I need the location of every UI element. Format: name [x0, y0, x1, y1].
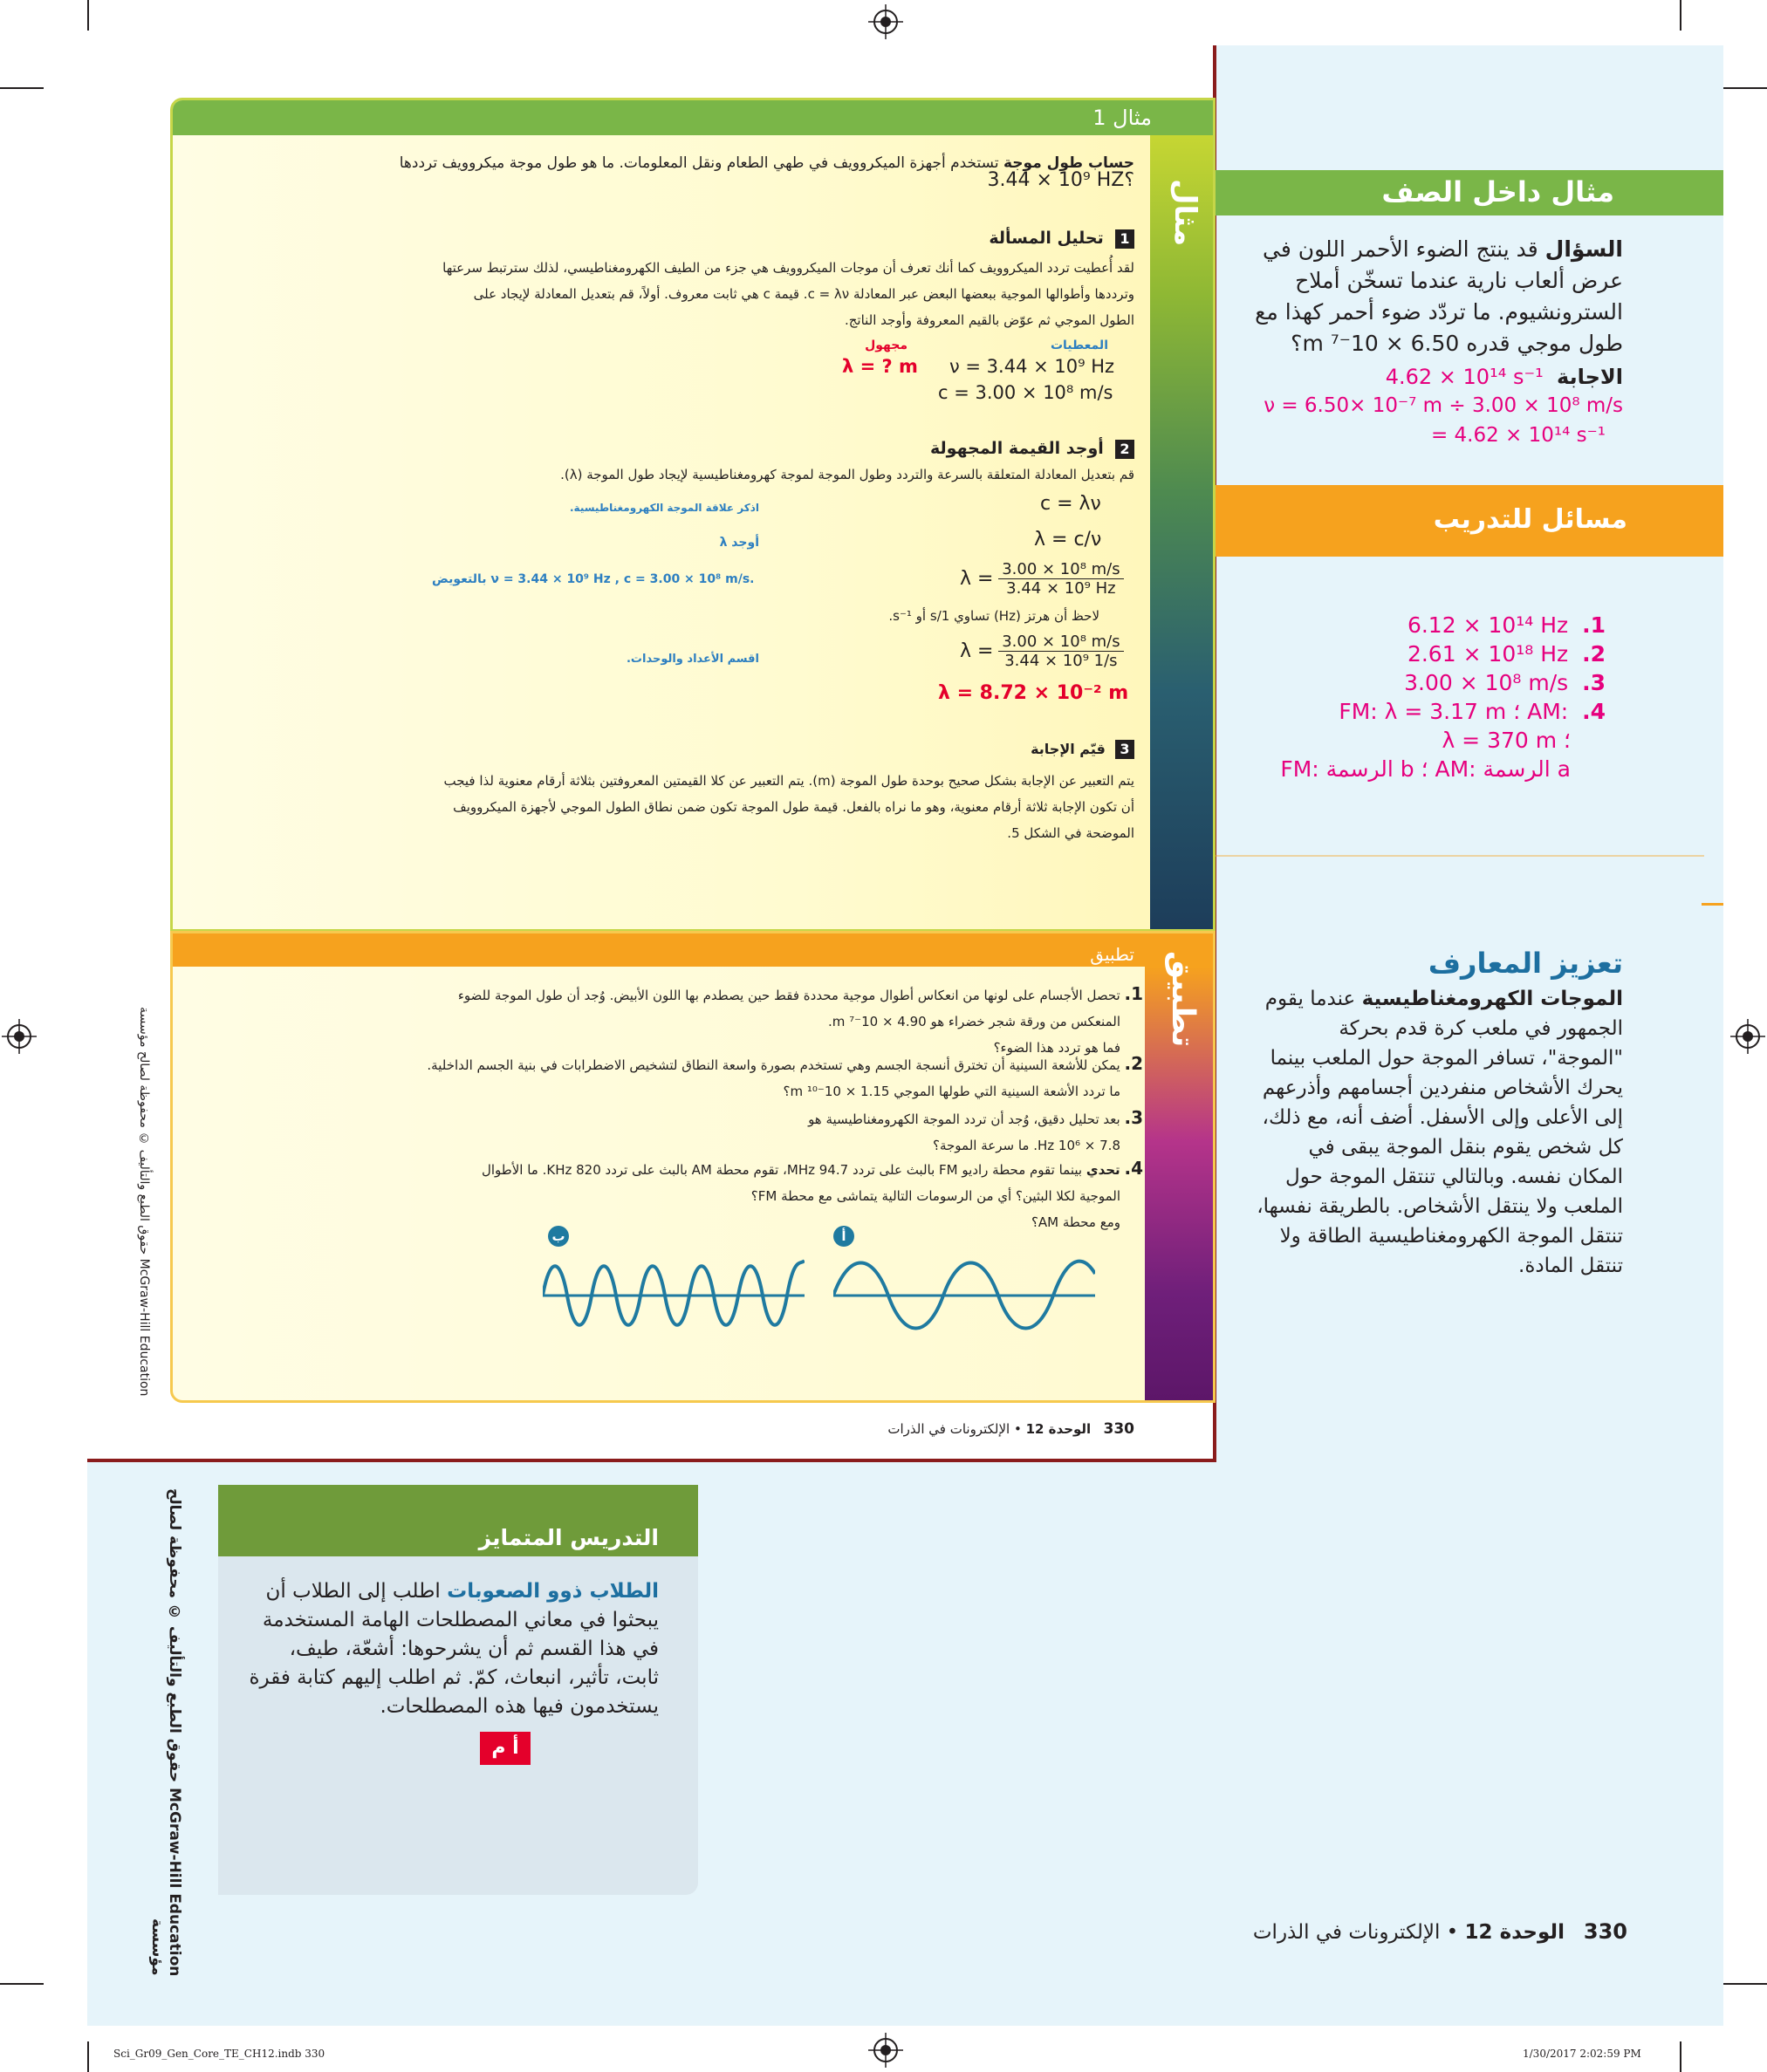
class-example-answer — [1239, 365, 1623, 389]
differentiated-bold: الطلاب ذوو الصعوبات — [447, 1580, 659, 1603]
intro-value: 3.44 × 10⁹ HZ؟ — [987, 169, 1134, 191]
known-1: ν = 3.44 × 10⁹ Hz — [949, 356, 1115, 377]
step1-number: 1 — [1115, 229, 1134, 249]
practice-answers-header — [1216, 485, 1723, 557]
registration-mark-icon — [868, 2033, 903, 2068]
eq3-lhs: λ = — [960, 568, 994, 590]
wave-b-badge: ب — [548, 1226, 569, 1247]
equation-2: λ = c/ν — [1034, 529, 1102, 550]
wave-b-graphic — [543, 1248, 805, 1344]
outer-publisher: McGraw-Hill Education — [166, 1787, 183, 1976]
unknown-label: مجهول — [865, 338, 907, 352]
inner-publisher: McGraw-Hill Education — [137, 1258, 151, 1396]
example-side-label: مثال — [1168, 179, 1202, 247]
practice-side-label: تطبيق — [1165, 951, 1201, 1048]
level-badge: أ م — [480, 1732, 531, 1765]
inner-page-number: 330 — [1103, 1420, 1134, 1438]
outer-footer: 330 الوحدة 12 • الإلكترونات في الذرات — [1252, 1919, 1627, 1944]
eq4-denominator: 3.44 × 10⁹ 1/s — [1004, 652, 1118, 670]
equation-2-note: أوجد λ — [719, 536, 759, 550]
reinforce-body — [1257, 984, 1623, 1281]
wave-a-graphic — [833, 1248, 1095, 1344]
eq3-fraction — [998, 560, 1123, 598]
reinforce-title: تعزيز المعارف — [1428, 947, 1623, 980]
crop-mark — [87, 0, 89, 31]
crop-mark — [1723, 1983, 1767, 1985]
step3-heading — [785, 740, 1134, 759]
equation-3-note: بالتعويض ν = 3.44 × 10⁹ Hz , c = 3.00 × 10⁸ m/s. — [432, 572, 755, 586]
outer-copyright-text: حقوق الطبع والتأليف © محفوظة لصالح مؤسسة — [148, 1487, 183, 1976]
timestamp: 1/30/2017 2:02:59 PM — [1523, 2048, 1641, 2060]
eq4-numerator: 3.00 × 10⁸ m/s — [998, 633, 1123, 652]
step1-line: الطول الموجي ثم عوّض بالقيم المعروفة وأوجد الناتج. — [844, 312, 1134, 328]
hz-note: لاحظ أن هرتز (Hz) تساوي 1/s أو s⁻¹. — [888, 608, 1099, 624]
equation-1-note: اذكر علاقة الموجة الكهرومغناطيسية. — [569, 502, 759, 514]
practice-answer-item — [1257, 639, 1606, 668]
practice-q3 — [375, 1104, 1143, 1159]
answer-text: 2.61 × 10¹⁸ Hz — [1407, 641, 1569, 667]
reinforce-bold: الموجات الكهرومغناطيسية — [1361, 988, 1623, 1010]
q2-number: 2. — [1124, 1053, 1143, 1074]
divider — [1702, 903, 1723, 906]
differentiated-text: اطلب إلى الطلاب أن يبحثوا في معاني المصطلحات الهامة المستخدمة في هذا القسم ثم أن يشرحوها: أشعّة، طيف، ثابت، تأثير، انبعاث، كمّ. ثم اطلب إليهم كتابة فقرة يستخدمون فيها هذه المصطلحات. — [249, 1580, 659, 1718]
answer-line-2: = 4.62 × 10¹⁴ s⁻¹ — [1430, 424, 1606, 447]
example-header-bar — [173, 100, 1213, 135]
practice-header-bar — [173, 933, 1213, 967]
q1-number: 1. — [1124, 983, 1143, 1004]
answer-num: .2 — [1582, 641, 1606, 667]
equation-4 — [960, 633, 1152, 670]
step1-heading — [785, 229, 1134, 249]
divider — [1216, 855, 1704, 857]
q4-text: الموجية لكلا البثين؟ أي من الرسومات التالية يتماشى مع محطة FM؟ — [750, 1188, 1120, 1204]
step2-heading — [785, 439, 1134, 459]
unknown-1: λ = ? m — [842, 356, 918, 377]
eq3-denominator: 3.44 × 10⁹ Hz — [1006, 579, 1116, 598]
answer-text: FM: الرسمة b ؛ AM: الرسمة a — [1280, 756, 1571, 782]
practice-q4 — [375, 1155, 1143, 1235]
outer-page-number: 330 — [1583, 1919, 1627, 1944]
answer-text: 3.00 × 10⁸ m/s — [1404, 670, 1569, 695]
practice-q2 — [375, 1050, 1143, 1104]
inner-copyright — [137, 977, 151, 1396]
question-label: السؤال — [1544, 236, 1623, 262]
intro-bold: حساب طول موجة — [1003, 154, 1134, 172]
answer-value: 4.62 × 10¹⁴ s⁻¹ — [1385, 365, 1544, 389]
practice-answer-item — [1257, 668, 1606, 697]
inner-unit-title: الإلكترونات في الذرات — [887, 1421, 1010, 1437]
step3-line: الموضحة في الشكل 5. — [1007, 825, 1134, 841]
practice-answer-item — [1257, 755, 1571, 783]
practice-answers-title: مسائل للتدريب — [1433, 504, 1627, 535]
inner-footer: 330 الوحدة 12 • الإلكترونات في الذرات — [887, 1420, 1134, 1438]
registration-mark-icon — [868, 4, 903, 39]
example-header: مثال 1 — [1092, 106, 1152, 130]
differentiated-header — [218, 1485, 698, 1556]
step1-text — [262, 255, 1134, 333]
q3-number: 3. — [1124, 1107, 1143, 1128]
step1-line: وترددها وأطوالها الموجية ببعضها البعض عبر المعادلة c = λν. قيمة c هي ثابت معروف. أولاً، قم بتعديل المعادلة لإيجاد على — [473, 286, 1134, 302]
answer-num: .3 — [1582, 670, 1606, 695]
known-2: c = 3.00 × 10⁸ m/s — [938, 382, 1113, 403]
step2-number: 2 — [1115, 440, 1134, 459]
practice-answer-item — [1257, 611, 1606, 639]
equation-3 — [960, 560, 1152, 598]
crop-mark — [1723, 87, 1767, 89]
answer-text: FM: λ = 3.17 m ؛ AM: — [1339, 699, 1569, 724]
step1-line: لقد أُعطيت تردد الميكروويف كما أنك تعرف أن موجات الميكروويف هي جزء من الطيف الكهرومغناطيسي، لذلك سترتبط سرعتها — [442, 260, 1134, 276]
answer-text: λ = 370 m ؛ — [1442, 728, 1571, 753]
result: λ = 8.72 × 10⁻² m — [938, 682, 1129, 704]
crop-mark — [87, 2041, 89, 2072]
practice-q1 — [375, 981, 1143, 1061]
q4-text: بينما تقوم محطة راديو FM بالبث على تردد 94.7 MHz، تقوم محطة AM بالبث على تردد 820 KHz. ما الأطوال — [481, 1162, 1083, 1178]
step1-title: تحليل المسألة — [989, 229, 1104, 248]
crop-mark — [0, 87, 44, 89]
step3-line: يتم التعبير عن الإجابة بشكل صحيح بوحدة طول الموجة (m). يتم التعبير عن كلا القيمتين المعروفتين بثلاثة أرقام معنوية لذا فيجب — [443, 773, 1134, 789]
crop-mark — [0, 1983, 44, 1985]
eq4-lhs: λ = — [960, 640, 994, 662]
outer-unit-label: الوحدة 12 — [1464, 1921, 1565, 1944]
example-side-strip — [1150, 135, 1213, 929]
equation-4-note: اقسم الأعداد والوحدات. — [626, 653, 759, 666]
differentiated-title: التدريس المتمايز — [478, 1525, 659, 1550]
wave-a-badge: أ — [833, 1226, 854, 1247]
q1-text: فما هو تردد هذا الضوء؟ — [993, 1040, 1120, 1056]
eq3-numerator: 3.00 × 10⁸ m/s — [998, 560, 1123, 579]
registration-mark-icon — [2, 1019, 37, 1054]
q2-text: يمكن للأشعة السينية أن تخترق أنسجة الجسم وهي تستخدم بصورة واسعة النطاق لتشخيص الاضطرابات في بنية الجسم الداخلية. — [427, 1057, 1120, 1073]
step3-title: قيّم الإجابة — [1031, 741, 1106, 757]
q2-text: ما تردد الأشعة السينية التي طولها الموجي 1.15 × 10⁻¹⁰ m؟ — [783, 1084, 1120, 1099]
practice-answer-item — [1257, 726, 1571, 755]
crop-mark — [1680, 2041, 1681, 2072]
step3-number: 3 — [1115, 740, 1134, 759]
q1-text: المنعكس من ورقة شجر خضراء هو 4.90 × 10⁻⁷ m. — [827, 1014, 1120, 1029]
crop-mark — [1680, 0, 1681, 31]
step2-title: أوجد القيمة المجهولة — [930, 439, 1104, 458]
class-example-title: مثال داخل الصف — [1381, 175, 1614, 209]
outer-copyright — [148, 1487, 183, 1976]
equation-1: c = λν — [1040, 493, 1101, 515]
inner-unit-label: الوحدة 12 — [1025, 1421, 1092, 1437]
step3-text — [262, 768, 1134, 846]
q4-text: ومع محطة AM؟ — [1031, 1214, 1120, 1230]
class-example-header — [1216, 170, 1723, 215]
eq4-fraction — [998, 633, 1123, 670]
answer-num: .4 — [1582, 699, 1606, 724]
practice-header: تطبيق — [1090, 944, 1134, 965]
intro-text: تستخدم أجهزة الميكروويف في طهي الطعام ونقل المعلومات. ما هو طول موجة ميكروويف ترددها — [399, 154, 999, 172]
practice-answers-list — [1257, 611, 1606, 783]
registration-mark-icon — [1730, 1019, 1765, 1054]
question-text: قد ينتج الضوء الأحمر اللون في عرض ألعاب نارية عندما تسخّن أملاح السترونشيوم. ما تردّد ضوء أحمر كهذا مع طول موجي قدره 6.50 × 10⁻⁷ m؟ — [1255, 236, 1623, 356]
practice-answer-item — [1257, 697, 1606, 726]
answer-label: الاجابة — [1557, 365, 1623, 389]
differentiated-body — [244, 1577, 659, 1721]
q1-text: تحصل الأجسام على لونها من انعكاس أطوال موجية محددة فقط حين يصطدم بها اللون الأبيض. وُجد أن طول الموجة للضوء — [457, 988, 1120, 1003]
inner-copyright-text: حقوق الطبع والتأليف © محفوظة لصالح مؤسسة — [137, 1006, 151, 1255]
answer-text: 6.12 × 10¹⁴ Hz — [1407, 612, 1569, 638]
q4-bold: تحدي — [1086, 1162, 1120, 1178]
q3-text: بعد تحليل دقيق، وُجد أن تردد الموجة الكهرومغناطيسية هو — [808, 1111, 1120, 1127]
q3-text: 7.8 × 10⁶ Hz. ما سرعة الموجة؟ — [933, 1138, 1120, 1153]
outer-unit-title: الإلكترونات في الذرات — [1252, 1921, 1441, 1944]
file-info: Sci_Gr09_Gen_Core_TE_CH12.indb 330 — [113, 2048, 325, 2060]
step2-text: قم بتعديل المعادلة المتعلقة بالسرعة والتردد وطول الموجة لموجة كهرومغناطيسية لإيجاد طول الموجة (λ). — [560, 467, 1134, 482]
answer-num: .1 — [1582, 612, 1606, 638]
known-label: المعطيات — [1050, 338, 1108, 352]
answer-line-1: ν = 6.50× 10⁻⁷ m ÷ 3.00 × 10⁸ m/s — [1264, 394, 1623, 417]
q4-number: 4. — [1124, 1158, 1143, 1179]
class-example-question — [1239, 234, 1623, 359]
reinforce-text: عندما يقوم الجمهور في ملعب كرة قدم بحركة "الموجة"، تسافر الموجة حول الملعب بينما يحرك الأشخاص منفردين أجسامهم وأذرعهم إلى الأعلى وإلى الأسفل. أضف أنه، مع ذلك، كل شخص يقوم بنقل الموجة يبقى في المكان نفسه. وبالتالي تنتقل الموجة حول الملعب ولا ينتقل الأشخاص. بالطريقة نفسها، تنتقل الموجة الكهرومغناطيسية الطاقة ولا تنتقل المادة. — [1257, 988, 1623, 1277]
step3-line: أن تكون الإجابة ثلاثة أرقام معنوية، وهو ما نراه بالفعل. قيمة طول الموجة تكون ضمن نطاق الطول الموجي لأجهزة الميكروويف — [453, 799, 1134, 815]
